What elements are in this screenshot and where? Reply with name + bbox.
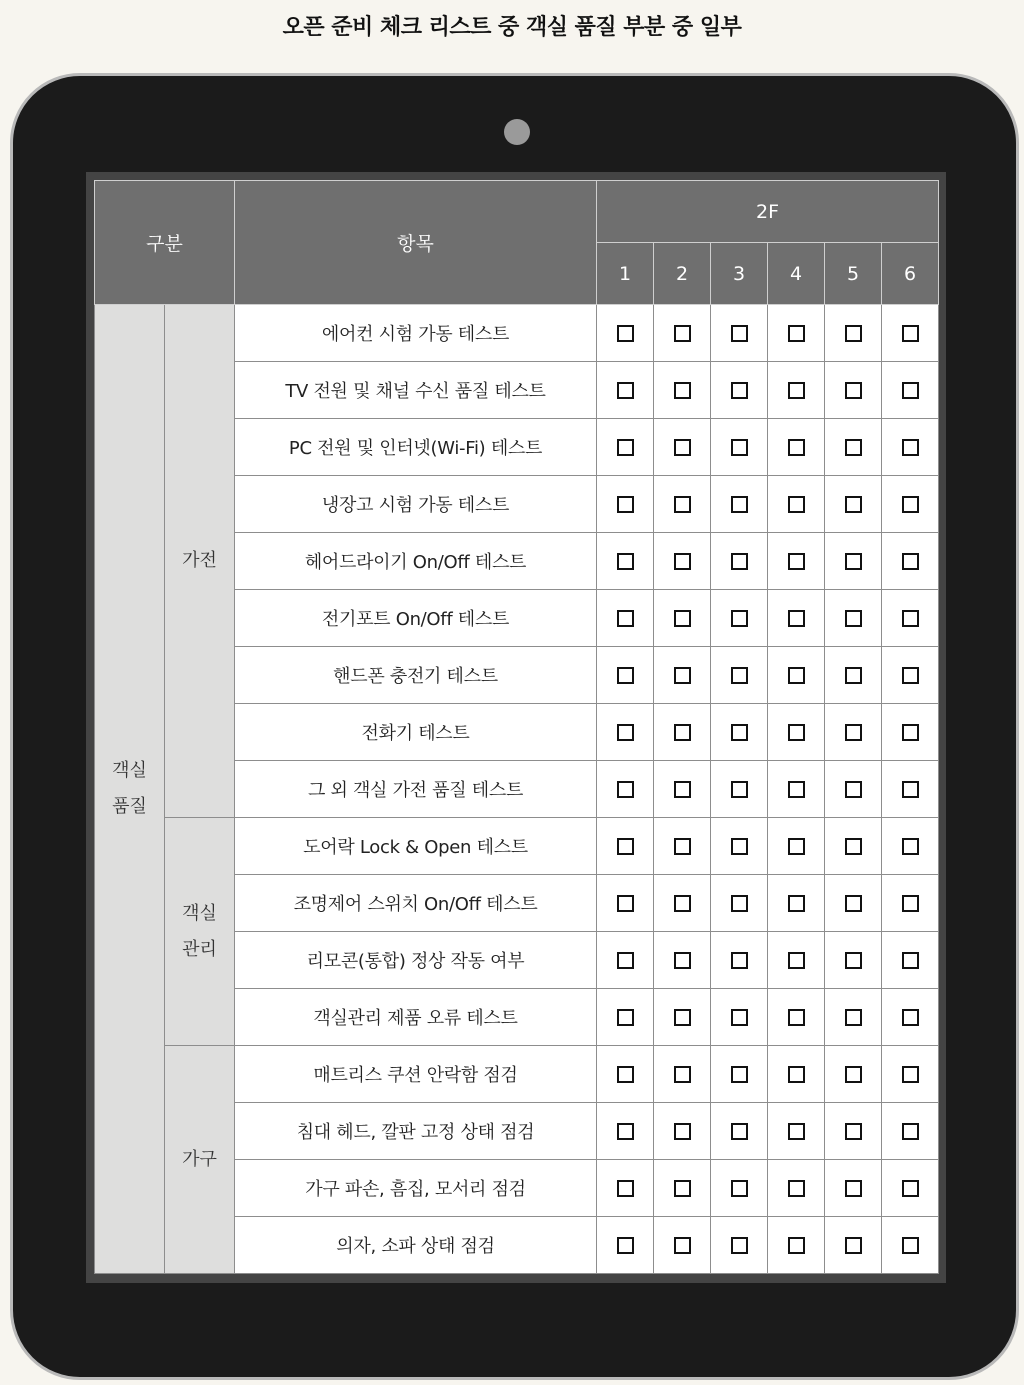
checklist-item-label: 헤어드라이기 On/Off 테스트 [235,533,597,590]
room-check-cell [825,875,882,932]
checkbox[interactable] [731,382,748,399]
checkbox[interactable] [902,496,919,513]
room-check-cell [882,533,939,590]
checklist-item-label: 그 외 객실 가전 품질 테스트 [235,761,597,818]
header-room: 2 [654,243,711,305]
checklist-item-label: 전기포트 On/Off 테스트 [235,590,597,647]
checkbox[interactable] [674,553,691,570]
checkbox[interactable] [674,1123,691,1140]
checkbox[interactable] [674,1009,691,1026]
checkbox[interactable] [674,724,691,741]
checkbox[interactable] [617,1237,634,1254]
checkbox[interactable] [731,496,748,513]
room-check-cell [597,1217,654,1274]
room-check-cell [882,305,939,362]
room-check-cell [768,875,825,932]
checkbox[interactable] [788,1180,805,1197]
checkbox[interactable] [674,382,691,399]
room-check-cell [882,989,939,1046]
checkbox[interactable] [674,325,691,342]
checkbox[interactable] [674,838,691,855]
checklist-body [95,305,939,1274]
room-check-cell [711,1046,768,1103]
room-check-cell [882,476,939,533]
checkbox[interactable] [731,1237,748,1254]
checklist-item-label: 매트리스 쿠션 안락함 점검 [235,1046,597,1103]
checkbox[interactable] [788,781,805,798]
checkbox[interactable] [845,553,862,570]
checkbox[interactable] [674,895,691,912]
room-check-cell [711,1103,768,1160]
checkbox[interactable] [902,553,919,570]
checkbox[interactable] [674,1066,691,1083]
checkbox[interactable] [788,1066,805,1083]
header-room: 4 [768,243,825,305]
checkbox[interactable] [674,781,691,798]
checkbox[interactable] [788,1123,805,1140]
checkbox[interactable] [788,610,805,627]
header-room: 6 [882,243,939,305]
room-check-cell [597,875,654,932]
room-check-cell [654,533,711,590]
checkbox[interactable] [731,724,748,741]
room-check-cell [882,875,939,932]
checkbox[interactable] [845,724,862,741]
room-check-cell [654,761,711,818]
main-category-cell [95,305,165,1274]
checkbox[interactable] [674,1180,691,1197]
room-check-cell [768,476,825,533]
room-check-cell [711,1160,768,1217]
checkbox[interactable] [731,952,748,969]
room-check-cell [597,989,654,1046]
room-check-cell [654,1103,711,1160]
checkbox[interactable] [902,952,919,969]
room-check-cell [597,1103,654,1160]
tablet-frame [10,73,1019,1380]
checklist-item-label: PC 전원 및 인터넷(Wi-Fi) 테스트 [235,419,597,476]
room-check-cell [825,932,882,989]
checkbox[interactable] [617,382,634,399]
checkbox[interactable] [731,895,748,912]
room-check-cell [882,1160,939,1217]
room-check-cell [768,590,825,647]
checkbox[interactable] [845,325,862,342]
room-check-cell [711,989,768,1046]
room-check-cell [597,1046,654,1103]
checkbox[interactable] [674,439,691,456]
checkbox[interactable] [617,667,634,684]
room-check-cell [825,533,882,590]
room-check-cell [654,1046,711,1103]
checklist-item-label: 전화기 테스트 [235,704,597,761]
checkbox[interactable] [845,1066,862,1083]
room-check-cell [768,989,825,1046]
checkbox[interactable] [617,1009,634,1026]
checkbox[interactable] [845,610,862,627]
room-check-cell [654,1160,711,1217]
room-check-cell [768,1217,825,1274]
checkbox[interactable] [902,667,919,684]
room-check-cell [654,704,711,761]
checklist-item-label: 리모콘(통합) 정상 작동 여부 [235,932,597,989]
room-check-cell [654,989,711,1046]
checkbox[interactable] [902,1237,919,1254]
room-check-cell [654,362,711,419]
room-check-cell [768,1046,825,1103]
room-check-cell [825,1046,882,1103]
checklist-row [95,1046,939,1103]
checkbox[interactable] [788,667,805,684]
room-check-cell [654,818,711,875]
sub-category-label: 객실 [182,902,217,924]
room-check-cell [597,647,654,704]
room-check-cell [597,932,654,989]
checkbox[interactable] [845,952,862,969]
checkbox[interactable] [902,610,919,627]
checkbox[interactable] [788,1237,805,1254]
room-check-cell [768,932,825,989]
room-check-cell [825,362,882,419]
room-check-cell [711,704,768,761]
header-category: 구분 [95,181,235,305]
room-check-cell [711,647,768,704]
room-check-cell [882,1103,939,1160]
checkbox[interactable] [902,838,919,855]
checkbox[interactable] [788,724,805,741]
checklist-item-label: 핸드폰 충전기 테스트 [235,647,597,704]
checkbox[interactable] [845,895,862,912]
tablet-screen [86,172,946,1283]
checklist-table [94,180,939,1274]
room-check-cell [825,590,882,647]
room-check-cell [825,647,882,704]
room-check-cell [597,419,654,476]
checkbox[interactable] [617,895,634,912]
room-check-cell [825,1103,882,1160]
checkbox[interactable] [731,838,748,855]
sub-category-label: 가구 [182,1148,217,1170]
room-check-cell [597,533,654,590]
checkbox[interactable] [902,325,919,342]
header-room: 5 [825,243,882,305]
room-check-cell [768,305,825,362]
header-item: 항목 [235,181,597,305]
room-check-cell [768,1103,825,1160]
checkbox[interactable] [617,610,634,627]
checkbox[interactable] [788,952,805,969]
checkbox[interactable] [617,781,634,798]
checkbox[interactable] [902,895,919,912]
room-check-cell [882,704,939,761]
checkbox[interactable] [731,325,748,342]
sub-category-cell [165,1046,235,1274]
checklist-item-label: 의자, 소파 상태 점검 [235,1217,597,1274]
checklist-item-label: 객실관리 제품 오류 테스트 [235,989,597,1046]
checkbox[interactable] [902,1123,919,1140]
checklist-item-label: 도어락 Lock & Open 테스트 [235,818,597,875]
room-check-cell [711,419,768,476]
room-check-cell [654,1217,711,1274]
checkbox[interactable] [617,952,634,969]
room-check-cell [882,761,939,818]
checkbox[interactable] [788,553,805,570]
room-check-cell [654,305,711,362]
room-check-cell [597,818,654,875]
checklist-item-label: 가구 파손, 흠집, 모서리 점검 [235,1160,597,1217]
room-check-cell [882,1046,939,1103]
checkbox[interactable] [617,1066,634,1083]
checkbox[interactable] [617,439,634,456]
room-check-cell [711,533,768,590]
main-category-label: 품질 [112,796,147,817]
room-check-cell [768,818,825,875]
checkbox[interactable] [617,838,634,855]
checkbox[interactable] [902,1009,919,1026]
checkbox[interactable] [788,382,805,399]
room-check-cell [597,305,654,362]
room-check-cell [711,590,768,647]
header-room: 3 [711,243,768,305]
checkbox[interactable] [902,1180,919,1197]
checkbox[interactable] [902,1066,919,1083]
sub-category-label: 관리 [182,938,217,960]
sub-category-label: 가전 [182,550,217,571]
room-check-cell [882,647,939,704]
room-check-cell [825,704,882,761]
room-check-cell [654,875,711,932]
checkbox[interactable] [731,781,748,798]
room-check-cell [654,476,711,533]
checkbox[interactable] [617,1123,634,1140]
room-check-cell [882,590,939,647]
checkbox[interactable] [674,952,691,969]
room-check-cell [654,932,711,989]
checklist-item-label: 침대 헤드, 깔판 고정 상태 점검 [235,1103,597,1160]
checkbox[interactable] [845,382,862,399]
room-check-cell [768,419,825,476]
checkbox[interactable] [731,439,748,456]
sub-category-cell [165,818,235,1046]
room-check-cell [597,761,654,818]
room-check-cell [825,1217,882,1274]
checkbox[interactable] [731,1066,748,1083]
checkbox[interactable] [731,1180,748,1197]
checkbox[interactable] [902,724,919,741]
header-room: 1 [597,243,654,305]
room-check-cell [882,932,939,989]
checkbox[interactable] [731,1009,748,1026]
room-check-cell [825,989,882,1046]
checkbox[interactable] [845,667,862,684]
checklist-item-label: TV 전원 및 채널 수신 품질 테스트 [235,362,597,419]
checkbox[interactable] [788,1009,805,1026]
page-title: 오픈 준비 체크 리스트 중 객실 품질 부분 중 일부 [282,15,742,40]
room-check-cell [768,704,825,761]
checkbox[interactable] [731,610,748,627]
room-check-cell [711,476,768,533]
checkbox[interactable] [617,1180,634,1197]
room-check-cell [768,647,825,704]
room-check-cell [825,476,882,533]
room-check-cell [711,1217,768,1274]
checkbox[interactable] [617,553,634,570]
room-check-cell [597,476,654,533]
room-check-cell [882,362,939,419]
checkbox[interactable] [902,781,919,798]
room-check-cell [654,419,711,476]
room-check-cell [768,362,825,419]
room-check-cell [711,875,768,932]
checkbox[interactable] [788,838,805,855]
room-check-cell [711,362,768,419]
checkbox[interactable] [845,1180,862,1197]
checkbox[interactable] [674,1237,691,1254]
room-check-cell [597,1160,654,1217]
checkbox[interactable] [845,1237,862,1254]
room-check-cell [825,761,882,818]
checkbox[interactable] [788,439,805,456]
room-check-cell [711,818,768,875]
checkbox[interactable] [788,496,805,513]
checkbox[interactable] [617,724,634,741]
checkbox[interactable] [674,496,691,513]
checkbox[interactable] [788,895,805,912]
room-check-cell [825,818,882,875]
checklist-item-label: 냉장고 시험 가동 테스트 [235,476,597,533]
room-check-cell [654,647,711,704]
checkbox[interactable] [845,781,862,798]
checkbox[interactable] [617,325,634,342]
checkbox[interactable] [731,1123,748,1140]
room-check-cell [597,362,654,419]
checkbox[interactable] [617,496,634,513]
room-check-cell [882,419,939,476]
checklist-row [95,818,939,875]
camera-dot [504,119,530,145]
checkbox[interactable] [674,667,691,684]
room-check-cell [597,704,654,761]
checkbox[interactable] [845,1123,862,1140]
checkbox[interactable] [845,1009,862,1026]
room-check-cell [597,590,654,647]
checkbox[interactable] [731,667,748,684]
room-check-cell [882,818,939,875]
room-check-cell [768,761,825,818]
room-check-cell [711,761,768,818]
checkbox[interactable] [845,496,862,513]
checkbox[interactable] [902,439,919,456]
main-category-label: 객실 [112,760,147,781]
room-check-cell [825,305,882,362]
checkbox[interactable] [731,553,748,570]
room-check-cell [768,1160,825,1217]
room-check-cell [825,1160,882,1217]
checkbox[interactable] [674,610,691,627]
checklist-item-label: 조명제어 스위치 On/Off 테스트 [235,875,597,932]
checkbox[interactable] [845,838,862,855]
checklist-item-label: 에어컨 시험 가동 테스트 [235,305,597,362]
room-check-cell [711,305,768,362]
room-check-cell [711,932,768,989]
room-check-cell [654,590,711,647]
room-check-cell [882,1217,939,1274]
room-check-cell [825,419,882,476]
room-check-cell [768,533,825,590]
checkbox[interactable] [845,439,862,456]
header-floor: 2F [597,181,939,243]
checkbox[interactable] [902,382,919,399]
sub-category-cell [165,305,235,818]
checkbox[interactable] [788,325,805,342]
checklist-row [95,305,939,362]
